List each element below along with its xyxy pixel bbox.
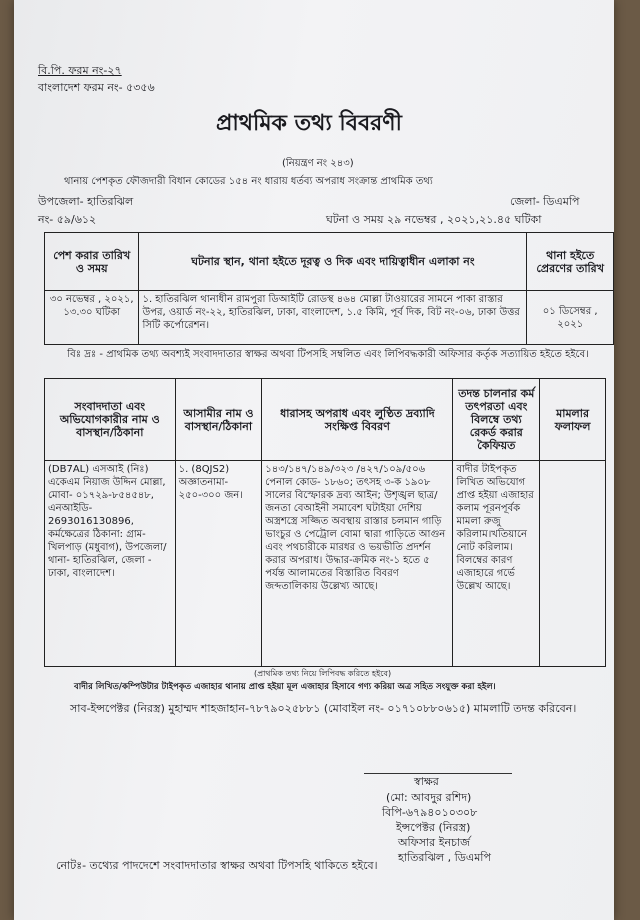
incident-place-cell: ১. হাতিরঝিল থানাধীন রামপুরা ডিআইটি রোডস্থ ৪৬৪ মোল্লা টাওয়ারের সামনে পাকা রাস্তার উপর, ওয়ার্ড নং-২২, হাতিরঝিল, ঢাকা, বাংলাদেশ, ১.৫ কিমি, পূর্ব দিক, বিট নং-০৬, ঢাকা উত্তর সিটি কর্পোরেশন। — [139, 291, 527, 345]
document-subtitle: থানায় পেশকৃত ফৌজদারী বিধান কোডের ১৫৪ নং ধারায় ধর্তব্য অপরাধ সংক্রান্ত প্রাথমিক তথ্য — [64, 176, 433, 187]
rule-number: (নিয়ন্ত্রণ নং ২৪৩) — [282, 158, 354, 169]
offence-cell: ১৪৩/১৪৭/১৪৯/৩২৩ /৪২৭/১০৯/৫০৬ পেনাল কোড- ১৮৬০; তৎসহ ৩-ক ১৯০৮ সালের বিস্ফোরক দ্রব্য আইন; উশৃঙ্খল ছাত্র/জনতা বেআইনী সমাবেশ ঘটাইয়া দেশিয় অস্ত্রশস্ত্রে সজ্জিত অবস্থায় রাস্তার চলমান গাড়ি ভাংচুর ও পেট্রোল বোমা দ্বারা গাড়িতে আগুন এবং পথচারীকে মারধর ও ভয়ভীতি প্রদর্শন করার অপরাধ। উদ্ধার-ক্রমিক নং-১ হতে ৫ পর্যন্ত আলামতের বিস্তারিত বিবরণ জব্দতালিকায় উল্লেখ্য আছে। — [262, 461, 453, 667]
officer-name: (মো: আবদুর রশিদ) — [386, 791, 472, 804]
form-number: বি.পি. ফরম নং-২৭ — [38, 64, 122, 77]
header-investigation: তদন্ত চালনার কর্ম তৎপরতা এবং বিলম্বে তথ্য রেকর্ড করার কৈফিয়ত — [453, 379, 540, 461]
header-informant: সংবাদদাতা এবং অভিযোগকারীর নাম ও বাসস্থান/ঠিকানা — [45, 379, 176, 461]
district-label: জেলা- ডিএমপি — [510, 195, 580, 208]
investigation-cell: বাদীর টাইপকৃত লিখিত অভিযোগ প্রাপ্ত হইয়া এজাহার কলাম পূরনপূর্বক মামলা রুজু করিলাম।খতিয়ানে নোট করিলাম। বিলম্বের কারণ এজাহারে গর্ভে উল্লেখ আছে। — [453, 461, 540, 667]
signature-label: স্বাক্ষর — [414, 775, 439, 788]
header-sent-date: থানা হইতে প্রেরণের তারিখ — [527, 233, 614, 291]
informant-cell: (DB7AL) এসআই (নিঃ) একেএম নিয়াজ উদ্দিন মোল্লা, মোবা- ০১৭২৯-৮৫৪৫৪৮, এনআইডি- 2693016130896, কর্মক্ষেত্রের ঠিকানা: গ্রাম- খিলপাড় (মধুবাগ), উপজেলা/থানা- হাতিরঝিল, জেলা - ঢাকা, বাংলাদেশ। — [45, 461, 176, 667]
header-accused: আসামীর নাম ও বাসস্থান/ঠিকানা — [175, 379, 262, 461]
signature-line — [364, 773, 512, 774]
case-number: নং- ৫৯/৬১২ — [38, 213, 97, 226]
officer-rank: ইন্সপেক্টর (নিরস্ত্র) — [396, 821, 471, 834]
officer-bp-number: বিপি-৬৭৯৪০১০৩০৮ — [382, 806, 478, 819]
investigating-officer-text: সাব-ইন্সপেক্টর (নিরস্ত্র) মুহাম্মদ শাহজাহান-৭৮৭৯০২৫৮৮১ (মোবাইল নং- ০১৭১০৮৮০৬১৫) মামলাটি তদন্ত করিবেন। — [70, 702, 577, 715]
header-submit-date: পেশ করার তারিখ ও সময় — [45, 233, 139, 291]
footer-note: নোটঃ- তথ্যের পাদদেশে সংবাদদাতার স্বাক্ষর অথবা টিপসহি থাকিতে হইবে। — [56, 859, 378, 872]
attestation-note: বিঃ দ্রঃ - প্রাথমিক তথ্য অবশ্যই সংবাদদাতার স্বাক্ষর অথবা টিপসহি সম্বলিত এবং লিপিবদ্ধকারী অফিসার কর্তৃক সত্যায়িত হইতে হইবে। — [67, 349, 589, 360]
header-incident-place: ঘটনার স্থান, থানা হইতে দূরত্ব ও দিক এবং দায়িত্বাধীন এলাকা নং — [139, 233, 527, 291]
officer-role: অফিসার ইনচার্জ — [398, 836, 470, 849]
submit-date-cell: ৩০ নভেম্বর , ২০২১, ১৩.৩০ ঘটিকা — [45, 291, 139, 345]
result-cell — [540, 461, 606, 667]
header-offence: ধারাসহ অপরাধ এবং লুণ্ঠিত দ্রব্যাদি সংক্ষিপ্ত বিবরণ — [262, 379, 453, 461]
table-footnote: (প্রাথমিক তথ্য নিয়ে লিপিবদ্ধ করিতে হইবে) — [254, 669, 392, 678]
case-detail-table — [44, 378, 606, 667]
primary-info-table — [44, 232, 614, 345]
document-title: প্রাথমিক তথ্য বিবরণী — [216, 111, 402, 136]
accused-cell: ১. (8QJS2) অজ্ঞাতনামা- ২৫০-৩০০ জন। — [175, 461, 262, 667]
bangladesh-form-number: বাংলাদেশ ফরম নং- ৫৩৫৬ — [38, 81, 155, 94]
officer-station: হাতিরঝিল , ডিএমপি — [398, 851, 491, 864]
sent-date-cell: ০১ ডিসেম্বর , ২০২১ — [527, 291, 614, 345]
header-result: মামলার ফলাফল — [540, 379, 606, 461]
document-page — [14, 0, 614, 920]
enclosure-note: বাদীর লিখিত/কম্পিউটার টাইপকৃত এজাহার থানায় প্রাপ্ত হইয়া মূল এজাহার হিসাবে গণ্য করিয়া অত্র সহিত সংযুক্ত করা হইল। — [74, 682, 496, 692]
incident-time: ঘটনা ও সময় ২৯ নভেম্বর , ২০২১,২১.৪৫ ঘটিকা — [326, 213, 542, 226]
upazila-label: উপজেলা- হাতিরঝিল — [38, 195, 134, 208]
